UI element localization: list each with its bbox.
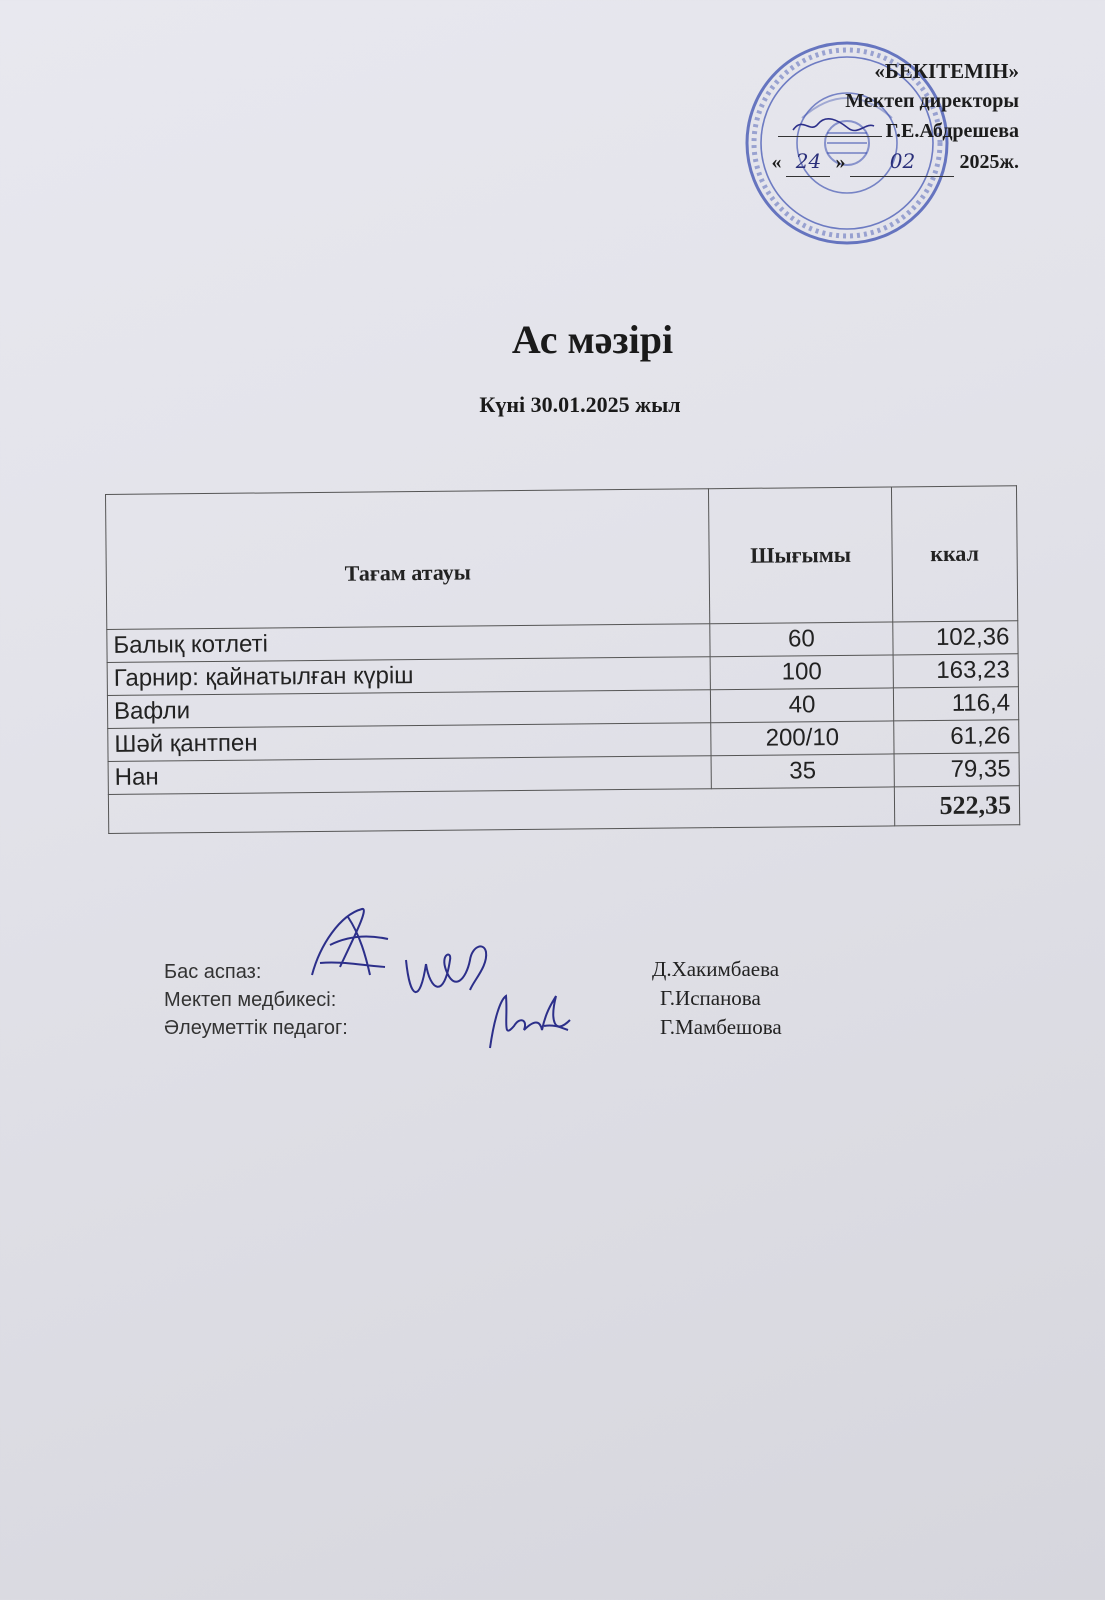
dish-yield: 60 [710,622,893,657]
approval-position: Мектеп директоры [845,90,1019,112]
role-social-pedagogue: Әлеуметтік педагог: [164,1017,348,1039]
table-header-row [106,486,1018,630]
name-social-pedagogue: Г.Мамбешова [660,1015,782,1039]
nurse-signature [400,940,495,1010]
dish-name: Шәй қантпен [108,723,711,762]
signatory-names [652,955,782,1042]
dish-name: Вафли [107,690,710,729]
total-empty-cell [108,787,894,834]
header-yield: Шығымы [708,487,892,624]
document-date: Күні 30.01.2025 жыл [479,392,681,417]
name-school-nurse: Г.Испанова [660,986,761,1010]
dish-yield: 35 [711,754,894,789]
role-school-nurse: Мектеп медбикесі: [164,989,337,1011]
dish-kcal: 102,36 [893,621,1018,655]
approval-name: Г.Е.Абдрешева [885,120,1019,142]
approval-month: 02 [850,146,954,177]
date-open-quote: « [771,151,782,173]
menu-table-wrapper [105,485,1020,834]
dish-kcal: 163,23 [893,654,1018,688]
approval-date [771,146,1019,177]
dish-name: Балық котлеті [107,624,710,663]
date-close-quote: » [835,151,846,173]
approval-block [771,56,1019,177]
approval-day: 24 [786,146,830,177]
approval-signature-line [771,116,1019,146]
approval-year: 2025ж. [959,151,1019,173]
total-kcal: 522,35 [894,786,1019,826]
header-kcal: ккал [891,486,1017,622]
menu-table [105,485,1020,834]
dish-name: Гарнир: қайнатылған күріш [107,657,710,696]
role-head-cook: Бас аспаз: [164,961,262,983]
director-signature-scribble [788,114,878,136]
pedagogue-signature [484,990,574,1050]
dish-yield: 40 [710,688,893,723]
page-title: Ас мәзірі [511,317,674,362]
dish-kcal: 116,4 [893,687,1018,721]
header-dish-name: Тағам атауы [106,489,710,630]
dish-kcal: 61,26 [894,720,1019,754]
director-signature [778,122,882,137]
name-head-cook: Д.Хакимбаева [652,957,780,981]
dish-name: Нан [108,756,711,795]
dish-yield: 100 [710,655,893,690]
approval-heading: «БЕКІТЕМІН» [874,59,1019,83]
dish-kcal: 79,35 [894,753,1019,787]
table-total-row [108,786,1019,834]
head-cook-signature [300,905,400,985]
dish-yield: 200/10 [711,721,894,756]
